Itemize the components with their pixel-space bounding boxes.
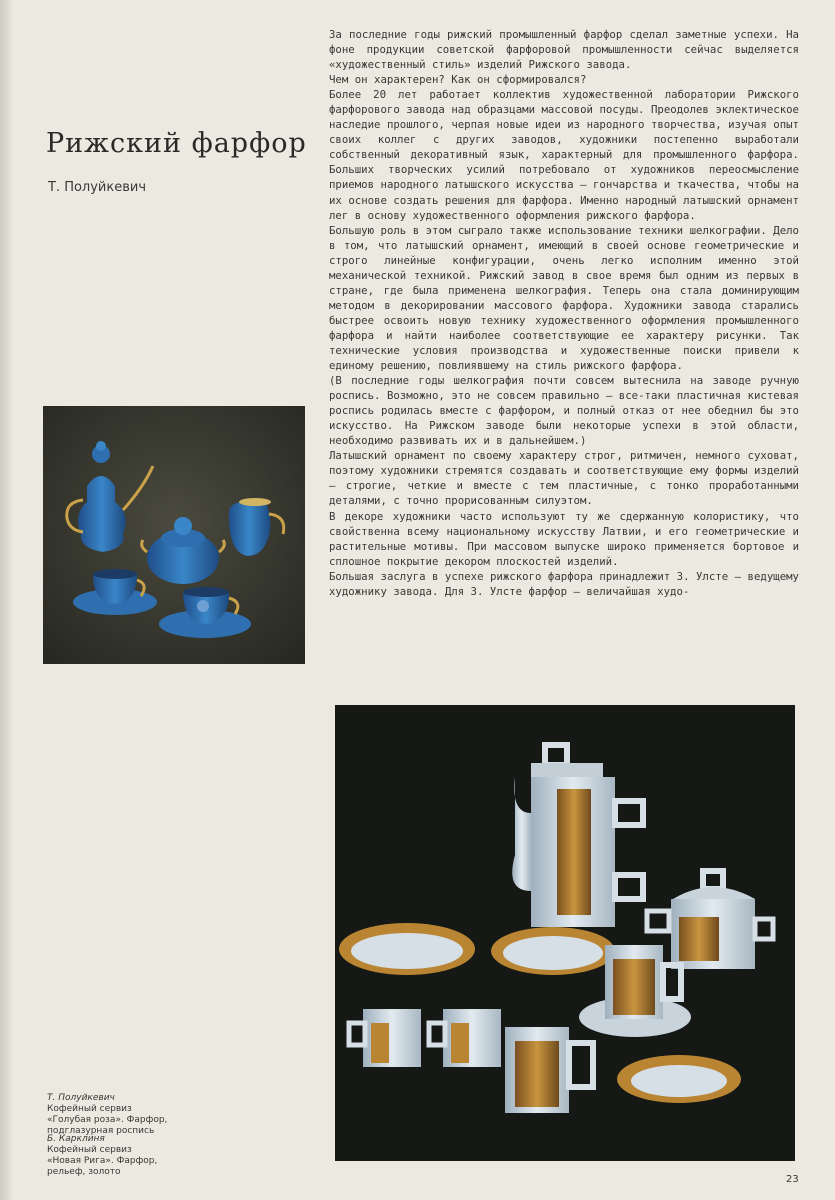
paragraph: За последние годы рижский промышленный фарфор сделал заметные успехи. На фоне продукции советской фарфоровой промышленности сейчас выделяется «художественный стиль» изделий Рижского завода. [329,28,799,72]
paragraph: Большую роль в этом сыграло также использование техники шелкографии. Дело в том, что латышский орнамент, имеющий в своей основе геометрические и строго линейные конфигурации, очень легко исполним именно этой механической техникой. Рижский завод в свое время был одним из первых в стране, где была применена шелкография. Теперь она стала доминирующим методом в декорировании массового фарфора. Художники завода старались быстрее освоить новую технику художественного оформления промышленного фарфора и найти наиболее соответствующие ее характеру рисунки. Так технические условия производства и художественные поиски привели к единому решению, повлиявшему на стиль рижского фарфора. [329,223,799,373]
page-number: 23 [786,1174,799,1185]
paragraph: Более 20 лет работает коллектив художественной лаборатории Рижского фарфорового завода над образцами массовой посуды. Преодолев эклектическое наследие прошлого, черпая новые идеи из народного творчества, изучая опыт своих коллег с других заводов, художники постепенно выработали собственный декоративный язык, характерный для промышленного фарфора. Больших творческих усилий потребовало от художников переосмысление приемов народного латышского искусства — гончарства и ткачества, чтобы на их основе создать решения для фарфора. Именно народный латышский орнамент лег в основу художественного оформления рижского фарфора. [329,88,799,222]
caption-line: Кофейный сервиз [47,1104,132,1114]
paragraph: Латышский орнамент по своему характеру строг, ритмичен, немного суховат, поэтому художники стремятся создавать и соответствующие ему формы изделий — строгие, четкие и вместе с тем пластичные, с тонко проработанными деталями, с точно прорисованным силуэтом. [329,449,799,508]
paragraph: Чем он характерен? Как он сформировался? [329,73,587,87]
caption-author: Б. Карклиня [47,1134,105,1144]
photo-caption [47,1093,167,1137]
caption-line: подглазурная роспись [47,1126,155,1136]
caption-line: «Голубая роза». Фарфор, [47,1115,168,1125]
article-author: Т. Полуйкевич [48,180,147,195]
photo-caption [47,1134,157,1178]
photo-new-riga-coffee-set [335,705,795,1161]
caption-line: Кофейный сервиз [47,1145,132,1155]
caption-line: «Новая Рига». Фарфор, [47,1156,158,1166]
article-body [329,27,799,599]
page-binding-shadow [0,0,14,1200]
article-title: Рижский фарфор [46,128,307,159]
caption-line: рельеф, золото [47,1167,121,1177]
paragraph: (В последние годы шелкография почти совсем вытеснила на заводе ручную роспись. Возможно, это не совсем правильно — все-таки пластичная кистевая роспись родилась вместе с фарфором, и полный отказ от нее обеднил бы это искусство. На Рижском заводе были некоторые успехи в этой области, необходимо развивать их и в дальнейшем.) [329,374,799,448]
photo-blue-rose-coffee-set [43,406,305,664]
paragraph: Большая заслуга в успехе рижского фарфора принадлежит З. Улсте — ведущему художнику завода. Для З. Улсте фарфор — величайшая худо- [329,569,799,598]
paragraph: В декоре художники часто используют ту же сдержанную колористику, что свойственна всему национальному искусству Латвии, и его геометрические и растительные мотивы. При массовом выпуске широко применяется бортовое и сплошное покрытие декором плоскостей изделий. [329,509,799,568]
caption-author: Т. Полуйкевич [47,1093,115,1103]
